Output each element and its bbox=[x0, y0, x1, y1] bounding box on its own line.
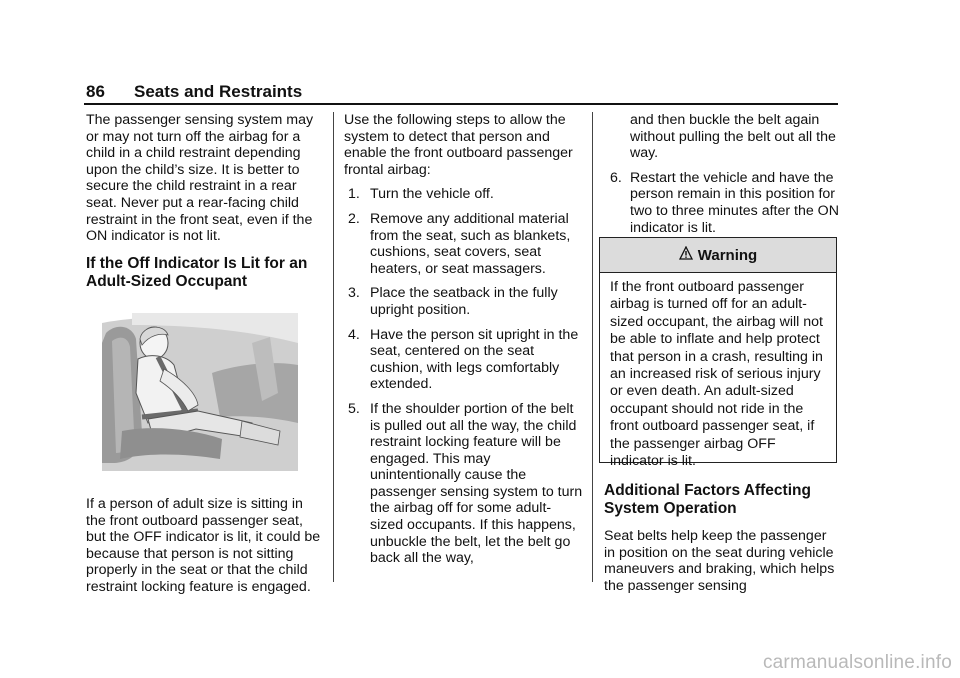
intro-paragraph: The passenger sensing system may or may not turn off the airbag for a child in a child restraint depending upon the child’s size. It is better to secure the child restraint in a rear seat. Never put a rear-facing child restraint in the front seat, even if the ON indicator is not lit. bbox=[86, 112, 314, 245]
step-6 bbox=[604, 170, 840, 236]
warning-text: If the front outboard passenger airbag is turned off for an adult-sized occupant, the airbag will not be able to inflate and help protect that person in a crash, resulting in an increased risk of serious injury or even death. An adult-sized occupant should not ride in the front outboard passenger seat, if the passenger airbag OFF indicator is lit. bbox=[610, 279, 823, 470]
step-number: 2. bbox=[348, 210, 360, 227]
paragraph-additional-factors: Seat belts help keep the passenger in position on the seat during vehicle maneuvers and braking, which helps the passenger sensing bbox=[604, 528, 835, 594]
step-3 bbox=[344, 285, 584, 318]
step-text: If the shoulder portion of the belt is pulled out all the way, the child restraint locking feature will be engaged. This may unintentionally cause the passenger sensing system to turn the airbag off for some adult-sized occupants. If this happens, unbuckle the belt, let the belt go back all the way, bbox=[370, 400, 583, 567]
step-number: 5. bbox=[348, 400, 360, 417]
warning-title: Warning bbox=[697, 246, 758, 264]
subheading-line-2: System Operation bbox=[604, 500, 737, 517]
warning-icon bbox=[679, 246, 693, 264]
subheading-line-1: Additional Factors Affecting bbox=[604, 482, 811, 499]
column-1-lower bbox=[86, 496, 326, 596]
header-rule bbox=[84, 103, 838, 105]
column-1 bbox=[86, 112, 326, 291]
step-number: 4. bbox=[348, 326, 360, 343]
column-divider-1 bbox=[333, 112, 334, 582]
step-4 bbox=[344, 327, 584, 393]
step-number: 1. bbox=[348, 186, 360, 203]
step-number: 3. bbox=[348, 285, 360, 302]
page-number: 86 bbox=[86, 82, 105, 101]
paragraph-adult-size: If a person of adult size is sitting in the front outboard passenger seat, but the OFF indicator is lit, it could be because that person is not sitting properly in the seat or that the child restraint locking feature is engaged. bbox=[86, 496, 321, 595]
step-text: Restart the vehicle and have the person remain in this position for two to three minutes after the ON indicator is lit. bbox=[630, 169, 839, 236]
column-3 bbox=[604, 112, 840, 244]
column-2 bbox=[344, 112, 584, 575]
steps-intro: Use the following steps to allow the system to detect that person and enable the front outboard passenger frontal airbag: bbox=[344, 112, 573, 178]
column-3-lower bbox=[604, 482, 840, 594]
subheading-line-1: If the Off Indicator Is Lit for an bbox=[86, 254, 308, 272]
step-number: 6. bbox=[610, 169, 622, 186]
adult-occupant-illustration bbox=[102, 313, 298, 471]
subheading-line-2: Adult-Sized Occupant bbox=[86, 272, 248, 290]
step-5 bbox=[344, 401, 584, 567]
step-5-continuation bbox=[604, 112, 840, 162]
step-2 bbox=[344, 211, 584, 277]
step-1 bbox=[344, 186, 584, 203]
step-text: Have the person sit upright in the seat, centered on the seat cushion, with legs comfortably extended. bbox=[370, 326, 579, 393]
warning-header bbox=[600, 238, 836, 273]
column-divider-2 bbox=[592, 112, 593, 582]
step-text: Remove any additional material from the seat, such as blankets, cushions, seat covers, seat heaters, or seat massagers. bbox=[370, 210, 571, 277]
step-text: Place the seatback in the fully upright position. bbox=[370, 285, 558, 318]
warning-box bbox=[599, 237, 837, 470]
step-text: Turn the vehicle off. bbox=[370, 186, 494, 203]
step-text: and then buckle the belt again without pulling the belt out all the way. bbox=[630, 112, 836, 162]
section-title: Seats and Restraints bbox=[134, 82, 303, 101]
watermark: carmanualsonline.info bbox=[762, 652, 952, 673]
